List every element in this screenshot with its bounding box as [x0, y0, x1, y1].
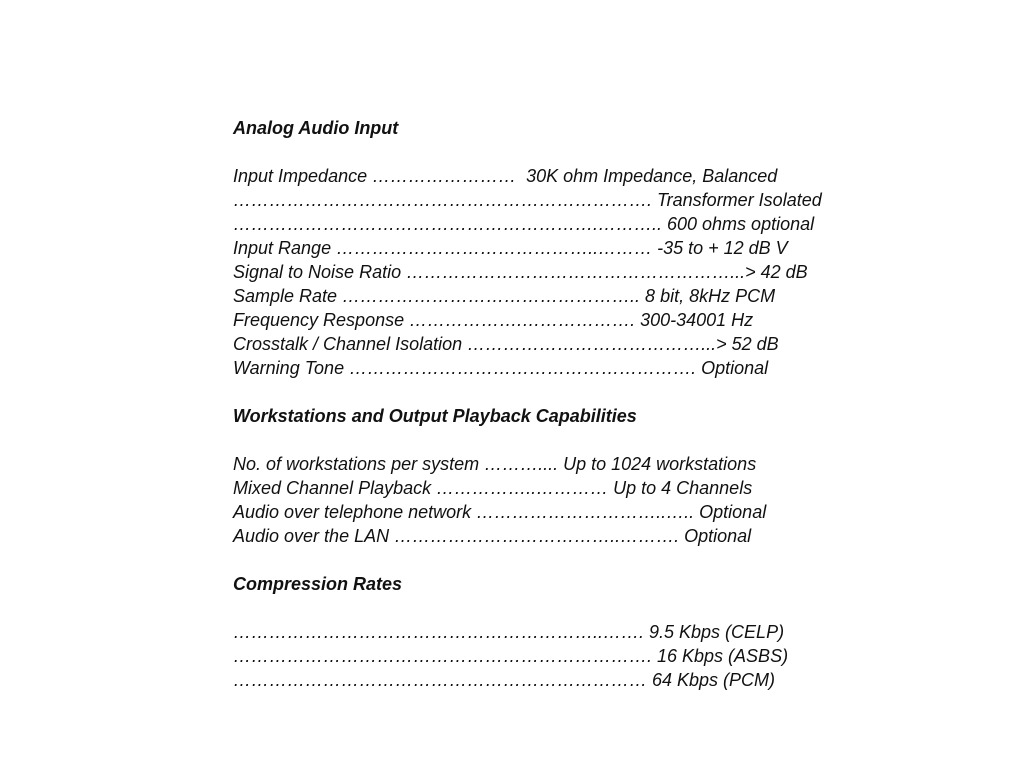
spec-line: Input Range ……………………………………..……… -35 to + 12 dB V [233, 238, 788, 258]
spacer [233, 596, 933, 620]
spec-sheet [233, 116, 933, 692]
spec-line: Input Impedance …………………… 30K ohm Impedance, Balanced [233, 166, 778, 186]
spec-line: Sample Rate ………………………………………….. 8 bit, 8kHz PCM [233, 286, 776, 306]
spacer [233, 548, 933, 572]
spec-line: …………………………………………………….……….. 600 ohms optional [233, 214, 815, 234]
spec-line: ……………………………………………………..……. 9.5 Kbps (CELP) [233, 622, 785, 642]
spec-line: ……………………………………………………………. 16 Kbps (ASBS) [233, 646, 789, 666]
spacer [233, 140, 933, 164]
spec-line: Audio over the LAN ………………………………..………. Optional [233, 526, 752, 546]
section-heading-compression-rates: Compression Rates [233, 574, 403, 594]
spec-line: Signal to Noise Ratio ………………………………………………...> 42 dB [233, 262, 808, 282]
spec-line: ……………………………………………………………. Transformer Isolated [233, 190, 822, 210]
section-heading-workstations: Workstations and Output Playback Capabilities [233, 406, 637, 426]
spec-line: Audio over telephone network …………………………..….. Optional [233, 502, 767, 522]
spec-line: Mixed Channel Playback ……………..………… Up to 4 Channels [233, 478, 753, 498]
spec-line: …………………………………………………………… 64 Kbps (PCM) [233, 670, 776, 690]
section-heading-analog-audio-input: Analog Audio Input [233, 118, 399, 138]
spec-line: Crosstalk / Channel Isolation …………………………………...> 52 dB [233, 334, 779, 354]
spacer [233, 428, 933, 452]
spec-line: Frequency Response ……………….………………. 300-34001 Hz [233, 310, 754, 330]
spec-line: Warning Tone …………………………………………………. Optional [233, 358, 769, 378]
spacer [233, 380, 933, 404]
spec-line: No. of workstations per system ……….... Up to 1024 workstations [233, 454, 757, 474]
